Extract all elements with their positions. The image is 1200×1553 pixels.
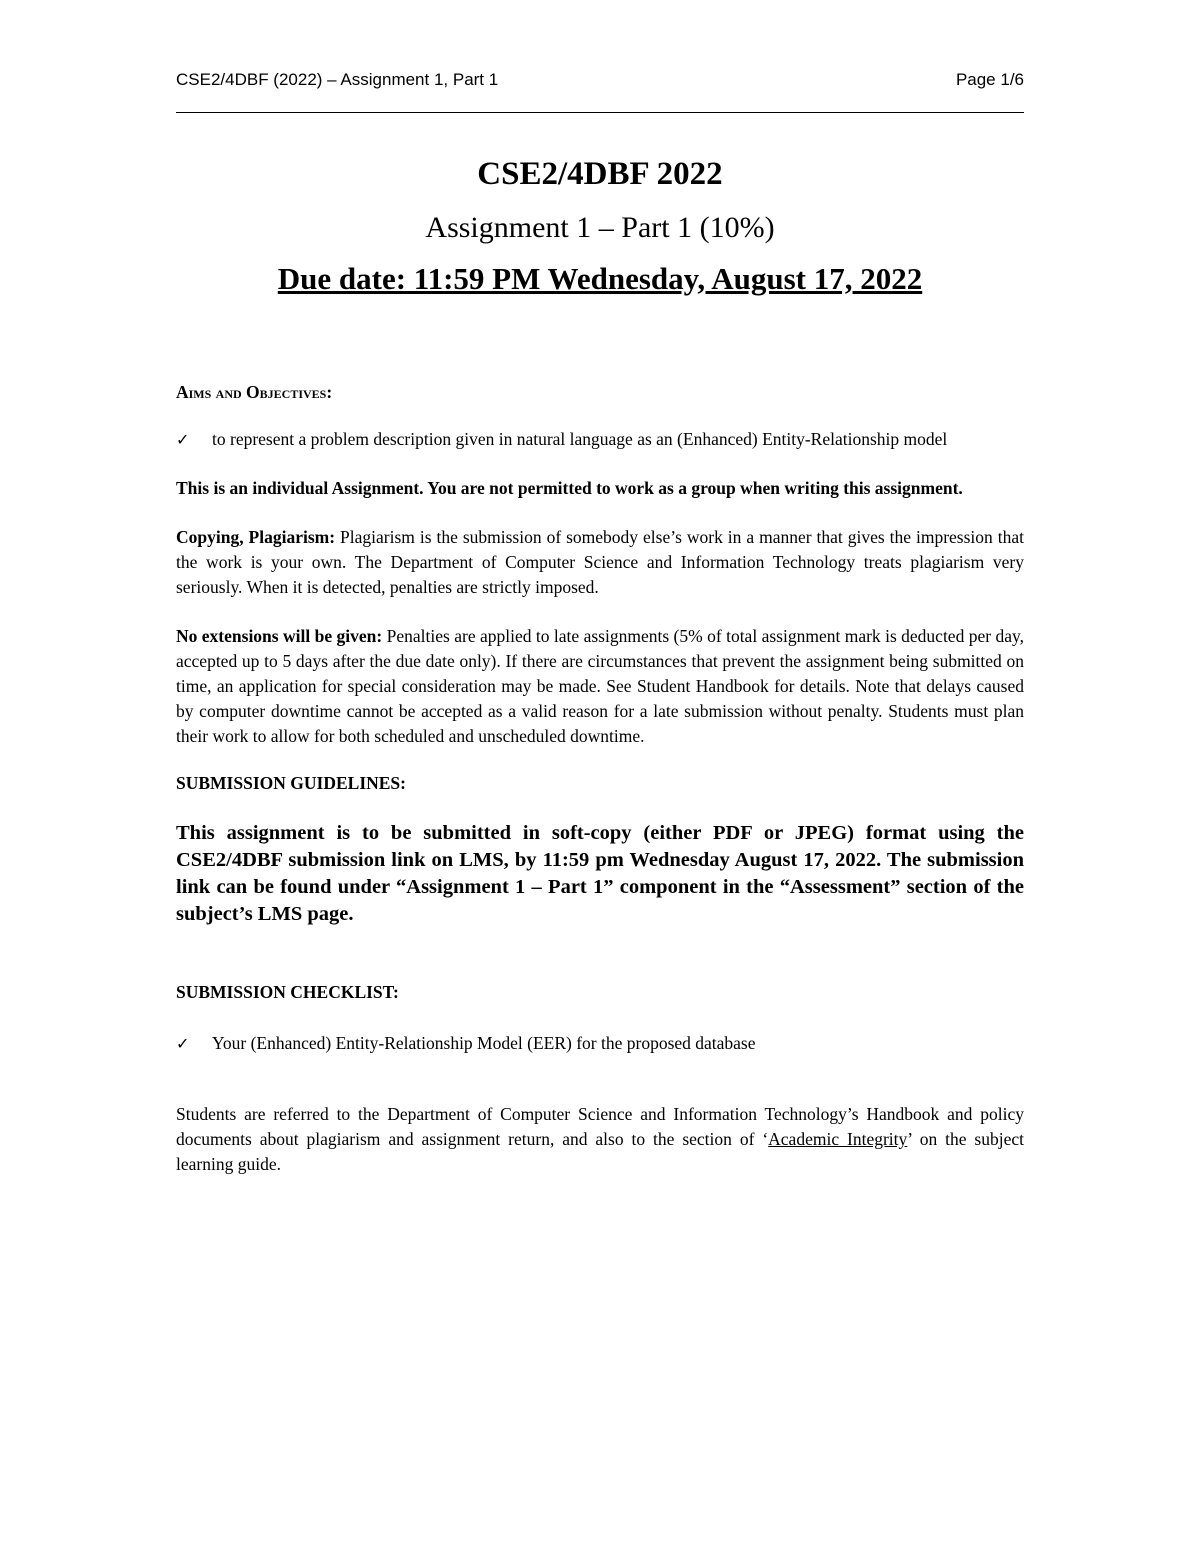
extensions-paragraph (176, 624, 1024, 749)
academic-integrity-link[interactable]: Academic Integrity (768, 1129, 908, 1149)
closing-paragraph (176, 1102, 1024, 1177)
header-divider (176, 112, 1024, 113)
extensions-label: No extensions will be given: (176, 626, 383, 646)
document-title: CSE2/4DBF 2022 (477, 156, 723, 192)
extensions-text: Penalties are applied to late assignments (5% of total assignment mark is deducted per day, accepted up to 5 days after the due date only). If there are circumstances that prevent the assignment being submitted on time, an application for special consideration may be made. See Student Handbook for details. Note that delays caused by computer downtime cannot be accepted as a valid reason for a late submission without penalty. Students must plan their work to allow for both scheduled and unscheduled downtime. (176, 626, 1024, 746)
submission-checklist-heading: SUBMISSION CHECKLIST: (176, 982, 399, 1002)
individual-notice: This is an individual Assignment. You are not permitted to work as a group when writing this assignment. (176, 478, 963, 498)
aims-list-item (176, 427, 1024, 452)
submission-guidelines-text: This assignment is to be submitted in soft-copy (either PDF or JPEG) format using the CSE2/4DBF submission link on LMS, by 11:59 pm Wednesday August 17, 2022. The submission link can be found under “Assignment 1 – Part 1” component in the “Assessment” section of the subject’s LMS page. (176, 822, 1024, 925)
aims-heading: Aims and Objectives: (176, 382, 333, 402)
checkmark-icon: ✓ (176, 430, 190, 449)
closing-text-before: Students are referred to the Department of Computer Science and Information Technology’s Handbook and policy documents about plagiarism and assignment return, and also to the section of ‘ (176, 1104, 1024, 1149)
document-subtitle: Assignment 1 – Part 1 (10%) (425, 211, 775, 244)
closing-text-after: ’ on the subject learning guide. (176, 1129, 1024, 1174)
submission-guidelines-heading: SUBMISSION GUIDELINES: (176, 773, 406, 793)
page-header (176, 70, 1024, 90)
aims-item-text: to represent a problem description given in natural language as an (Enhanced) Entity-Relationship model (212, 429, 948, 449)
plagiarism-text: Plagiarism is the submission of somebody else’s work in a manner that gives the impression that the work is your own. The Department of Computer Science and Information Technology treats plagiarism very seriously. When it is detected, penalties are strictly imposed. (176, 527, 1024, 597)
plagiarism-label: Copying, Plagiarism: (176, 527, 336, 547)
plagiarism-paragraph (176, 525, 1024, 600)
checklist-item-text: Your (Enhanced) Entity-Relationship Model (EER) for the proposed database (212, 1033, 756, 1053)
title-block (0, 152, 1200, 300)
header-course-label: CSE2/4DBF (2022) – Assignment 1, Part 1 (176, 70, 499, 89)
checkmark-icon: ✓ (176, 1034, 190, 1053)
checklist-item (176, 1031, 1024, 1056)
header-page-number: Page 1/6 (955, 70, 1024, 89)
document-body (176, 380, 1024, 1177)
due-date: Due date: 11:59 PM Wednesday, August 17, 2022 (277, 261, 923, 296)
